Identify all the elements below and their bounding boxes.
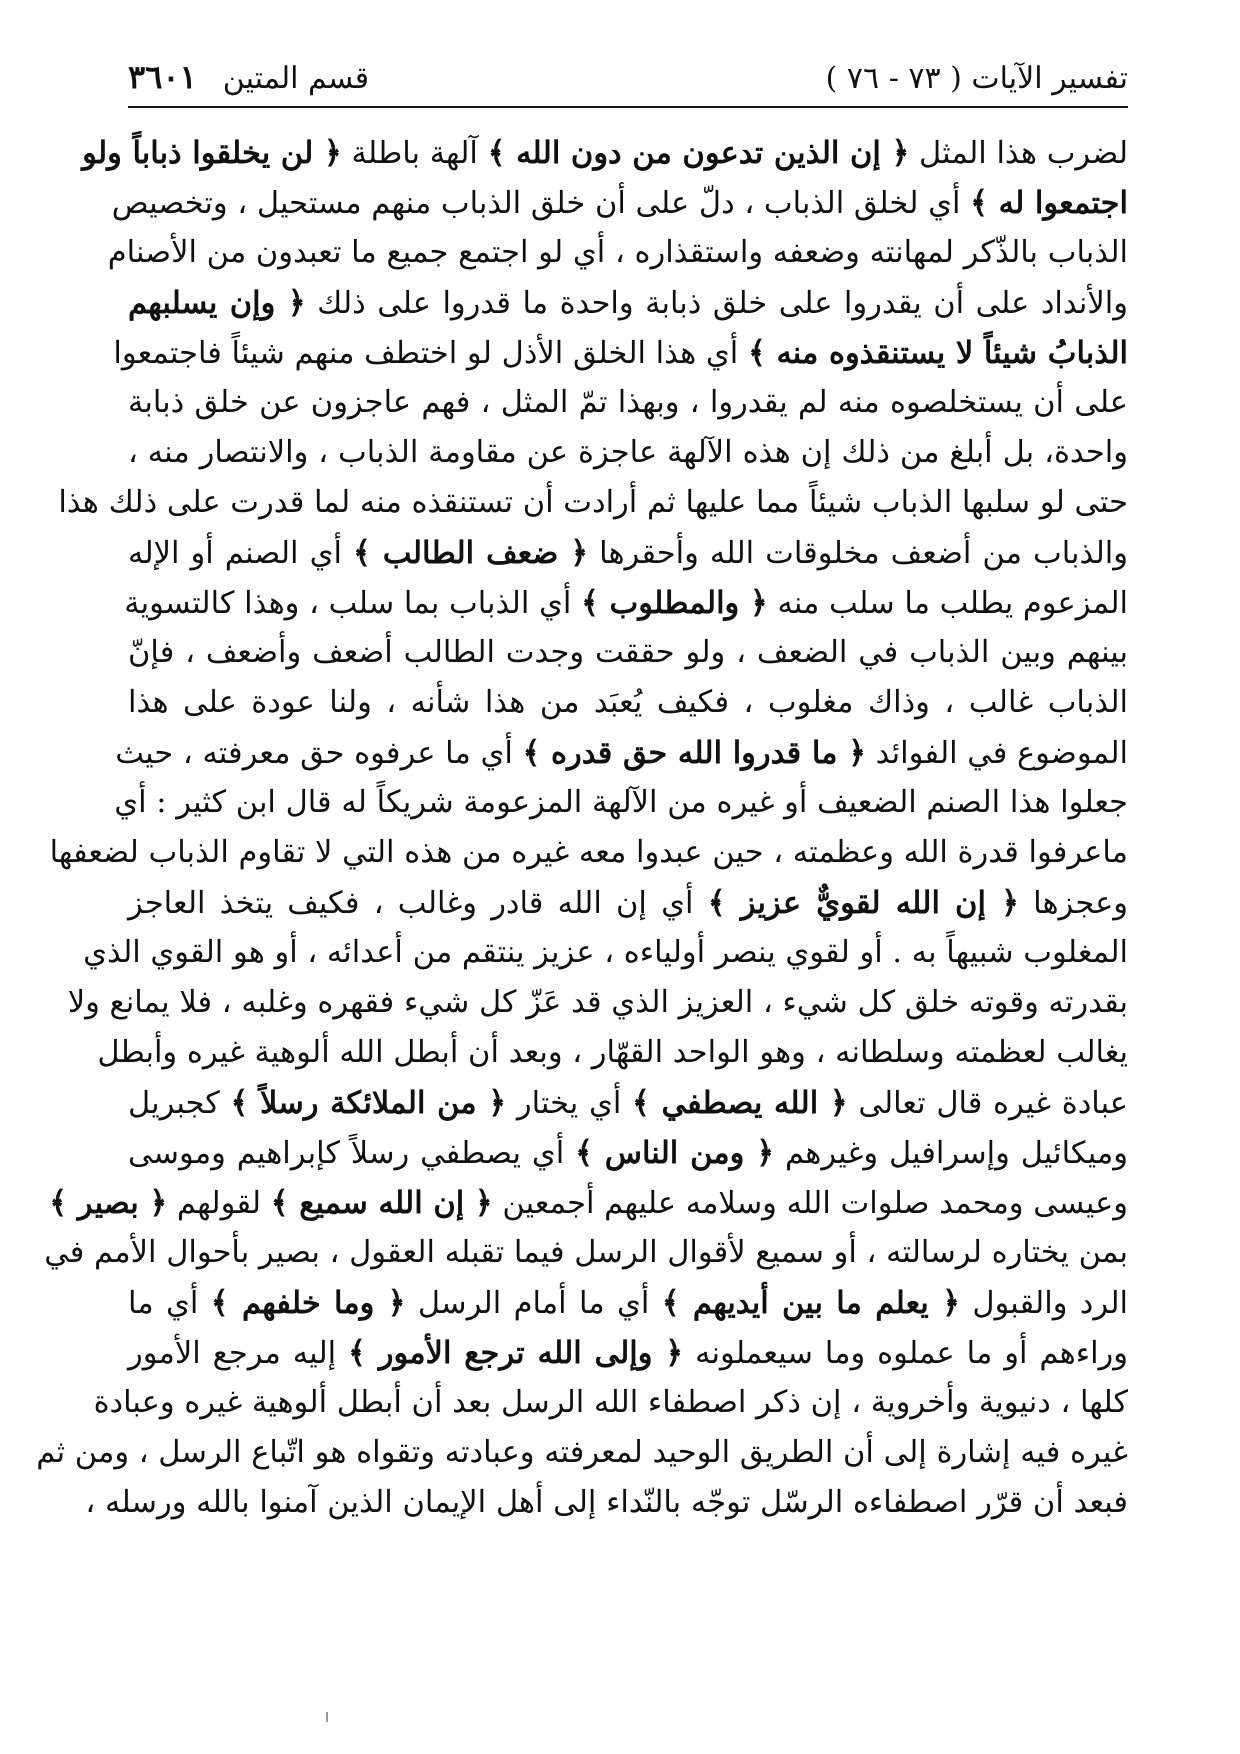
commentary-text: لضرب هذا المثل [909,136,1128,171]
quranic-quote: ﴿ وإن يسلبهم [128,285,306,321]
quranic-quote: ﴿ من الملائكة رسلاً ﴾ [230,1085,507,1121]
quranic-quote: ﴿ ضعف الطالب ﴾ [352,535,589,571]
commentary-text: غيره فيه إشارة إلى أن الطريق الوحيد لمعرفته وعبادته وتقواه هو اتّباع الرسل ، ومن ثم [36,1435,1128,1470]
header-section-group [128,48,369,108]
text-line [128,428,1128,478]
text-line [93,1378,1128,1428]
text-line [111,178,1128,228]
running-title: تفسير الآيات ( ٧٣ - ٧٦ ) [825,61,1128,96]
text-line [49,1178,1128,1228]
text-line [67,978,1128,1028]
quranic-quote: ﴿ لن يخلقوا ذباباً ولو [82,135,342,171]
commentary-text: أي الصنم أو الإله [128,536,353,571]
quranic-quote: ﴿ وما خلفهم ﴾ [210,1285,406,1321]
commentary-text: الموضوع في الفوائد [865,736,1128,771]
text-line [83,928,1128,978]
quranic-quote: ﴿ يعلم ما بين أيديهم ﴾ [661,1285,960,1321]
section-name: قسم المتين [222,61,370,96]
commentary-text: ماعرفوا قدرة الله وعظمته ، حين عبدوا معه غيره من هذه التي لا تقاوم الذباب لضعفها [49,835,1128,870]
quranic-quote: ﴿ ومن الناس ﴾ [575,1135,775,1171]
commentary-text: إليه مرجع الأمور [128,1336,349,1371]
text-line [128,528,1128,578]
commentary-text: أي ما [128,1286,211,1321]
text-line [85,1478,1128,1528]
text-line [128,678,1128,728]
commentary-text: الذباب بالذّكر لمهانته وضعفه واستقذاره ، أي لو اجتمع جميع ما تعبدون من الأصنام [107,235,1128,270]
commentary-text: فبعد أن قرّر اصطفاءه الرسّل توجّه بالنّداء إلى أهل الإيمان الذين آمنوا بالله ورسله ، [85,1485,1128,1520]
text-line [128,278,1128,328]
text-line [128,1078,1128,1128]
commentary-text: لقولهم [167,1186,271,1221]
commentary-text: كلها ، دنيوية وأخروية ، إن ذكر اصطفاء الله الرسل بعد أن أبطل ألوهية غيره وعبادة [93,1385,1128,1420]
commentary-text: أي ما أمام الرسل [405,1286,662,1321]
quranic-quote: ﴿ بصير ﴾ [49,1185,168,1221]
page-header [128,48,1128,108]
quranic-quote: ﴿ والمطلوب ﴾ [581,585,768,621]
text-line [107,228,1128,278]
text-line [128,878,1128,928]
quranic-quote: الذبابُ شيئاً لا يستنقذوه منه ﴾ [747,335,1128,371]
text-line [113,328,1128,378]
quranic-quote: ﴿ إن الله سميع ﴾ [270,1185,493,1221]
commentary-text: أي هذا الخلق الأذل لو اختطف منهم شيئاً فاجتمعوا [113,336,748,371]
commentary-text: أي لخلق الذباب ، دلّ على أن خلق الذباب منهم مستحيل ، وتخصيص [111,186,971,221]
commentary-text: أي ما عرفوه حق معرفته ، حيث [115,736,523,771]
commentary-text: المغلوب شبيهاً به . أو لقوي ينصر أولياءه ، عزيز ينتقم من أعدائه ، أو هو القوي الذي [83,935,1128,970]
commentary-text: كجبريل [128,1086,231,1121]
text-line [114,778,1128,828]
commentary-text: واحدة، بل أبلغ من ذلك إن هذه الآلهة عاجزة عن مقاومة الذباب ، والانتصار منه ، [128,435,1128,470]
commentary-text: وراءهم أو ما عملوه وما سيعملونه [683,1336,1128,1371]
text-line [115,728,1128,778]
text-line [49,828,1128,878]
quranic-quote: ﴿ الله يصطفي ﴾ [632,1085,848,1121]
text-line [128,1328,1128,1378]
quranic-quote: ﴿ ما قدروا الله حق قدره ﴾ [522,735,866,771]
text-line [58,478,1128,528]
quranic-quote: اجتمعوا له ﴾ [970,185,1128,221]
commentary-text: الذباب غالب ، وذاك مغلوب ، فكيف يُعبَد من هذا شأنه ، ولنا عودة على هذا [128,685,1128,720]
quranic-quote: ﴿ إن الله لقويٌّ عزيز ﴾ [707,885,1019,921]
page-footer-mark [326,1712,328,1722]
commentary-text: بمن يختاره لرسالته ، أو سميع لأقوال الرسل فيما تقبله العقول ، بصير بأحوال الأمم في [44,1235,1128,1270]
commentary-text: بينهم وبين الذباب في الضعف ، ولو حققت وجدت الطالب أضعف وأضعف ، فإنّ [128,635,1128,670]
page-number: ٣٦٠١ [128,58,197,96]
commentary-text: يغالب لعظمته وسلطانه ، وهو الواحد القهّار ، وبعد أن أبطل الله ألوهية غيره وأبطل [97,1035,1128,1070]
text-line [36,1428,1128,1478]
body-text [36,128,1128,1528]
commentary-text: وميكائيل وإسرافيل وغيرهم [774,1136,1128,1171]
commentary-text: بقدرته وقوته خلق كل شيء ، العزيز الذي قد عَزّ كل شيء فقهره وغلبه ، فلا يمانع ولا [67,985,1128,1020]
commentary-text: جعلوا هذا الصنم الضعيف أو غيره من الآلهة المزعومة شريكاً له قال ابن كثير : أي [114,785,1128,820]
commentary-text: أي يختار [506,1086,633,1121]
commentary-text: آلهة باطلة [341,136,488,171]
commentary-text: أي يصطفي رسلاً كإبراهيم وموسى [128,1136,576,1171]
commentary-text: المزعوم يطلب ما سلب منه [767,586,1128,621]
commentary-text: والأنداد على أن يقدروا على خلق ذبابة واحدة ما قدروا على ذلك [305,286,1128,321]
commentary-text: أي إن الله قادر وغالب ، فكيف يتخذ العاجز [128,886,708,921]
text-line [128,378,1128,428]
text-line [82,128,1128,178]
text-line [124,578,1128,628]
commentary-text: عبادة غيره قال تعالى [847,1086,1128,1121]
commentary-text: على أن يستخلصوه منه لم يقدروا ، وبهذا تمّ المثل ، فهم عاجزون عن خلق ذبابة [128,385,1128,420]
text-line [128,1278,1128,1328]
text-line [97,1028,1128,1078]
commentary-text: حتى لو سلبها الذباب شيئاً مما عليها ثم أرادت أن تستنقذه منه لما قدرت على ذلك هذا [58,485,1128,520]
text-line [128,1128,1128,1178]
quranic-quote: ﴿ وإلى الله ترجع الأمور ﴾ [348,1335,684,1371]
commentary-text: وعجزها [1018,886,1128,921]
commentary-text: وعيسى ومحمد صلوات الله وسلامه عليهم أجمعين [492,1186,1128,1221]
text-line [44,1228,1128,1278]
commentary-text: أي الذباب بما سلب ، وهذا كالتسوية [124,586,582,621]
text-line [128,628,1128,678]
commentary-text: والذباب من أضعف مخلوقات الله وأحقرها [588,536,1128,571]
commentary-text: الرد والقبول [959,1286,1128,1321]
quranic-quote: ﴿ إن الذين تدعون من دون الله ﴾ [487,135,910,171]
